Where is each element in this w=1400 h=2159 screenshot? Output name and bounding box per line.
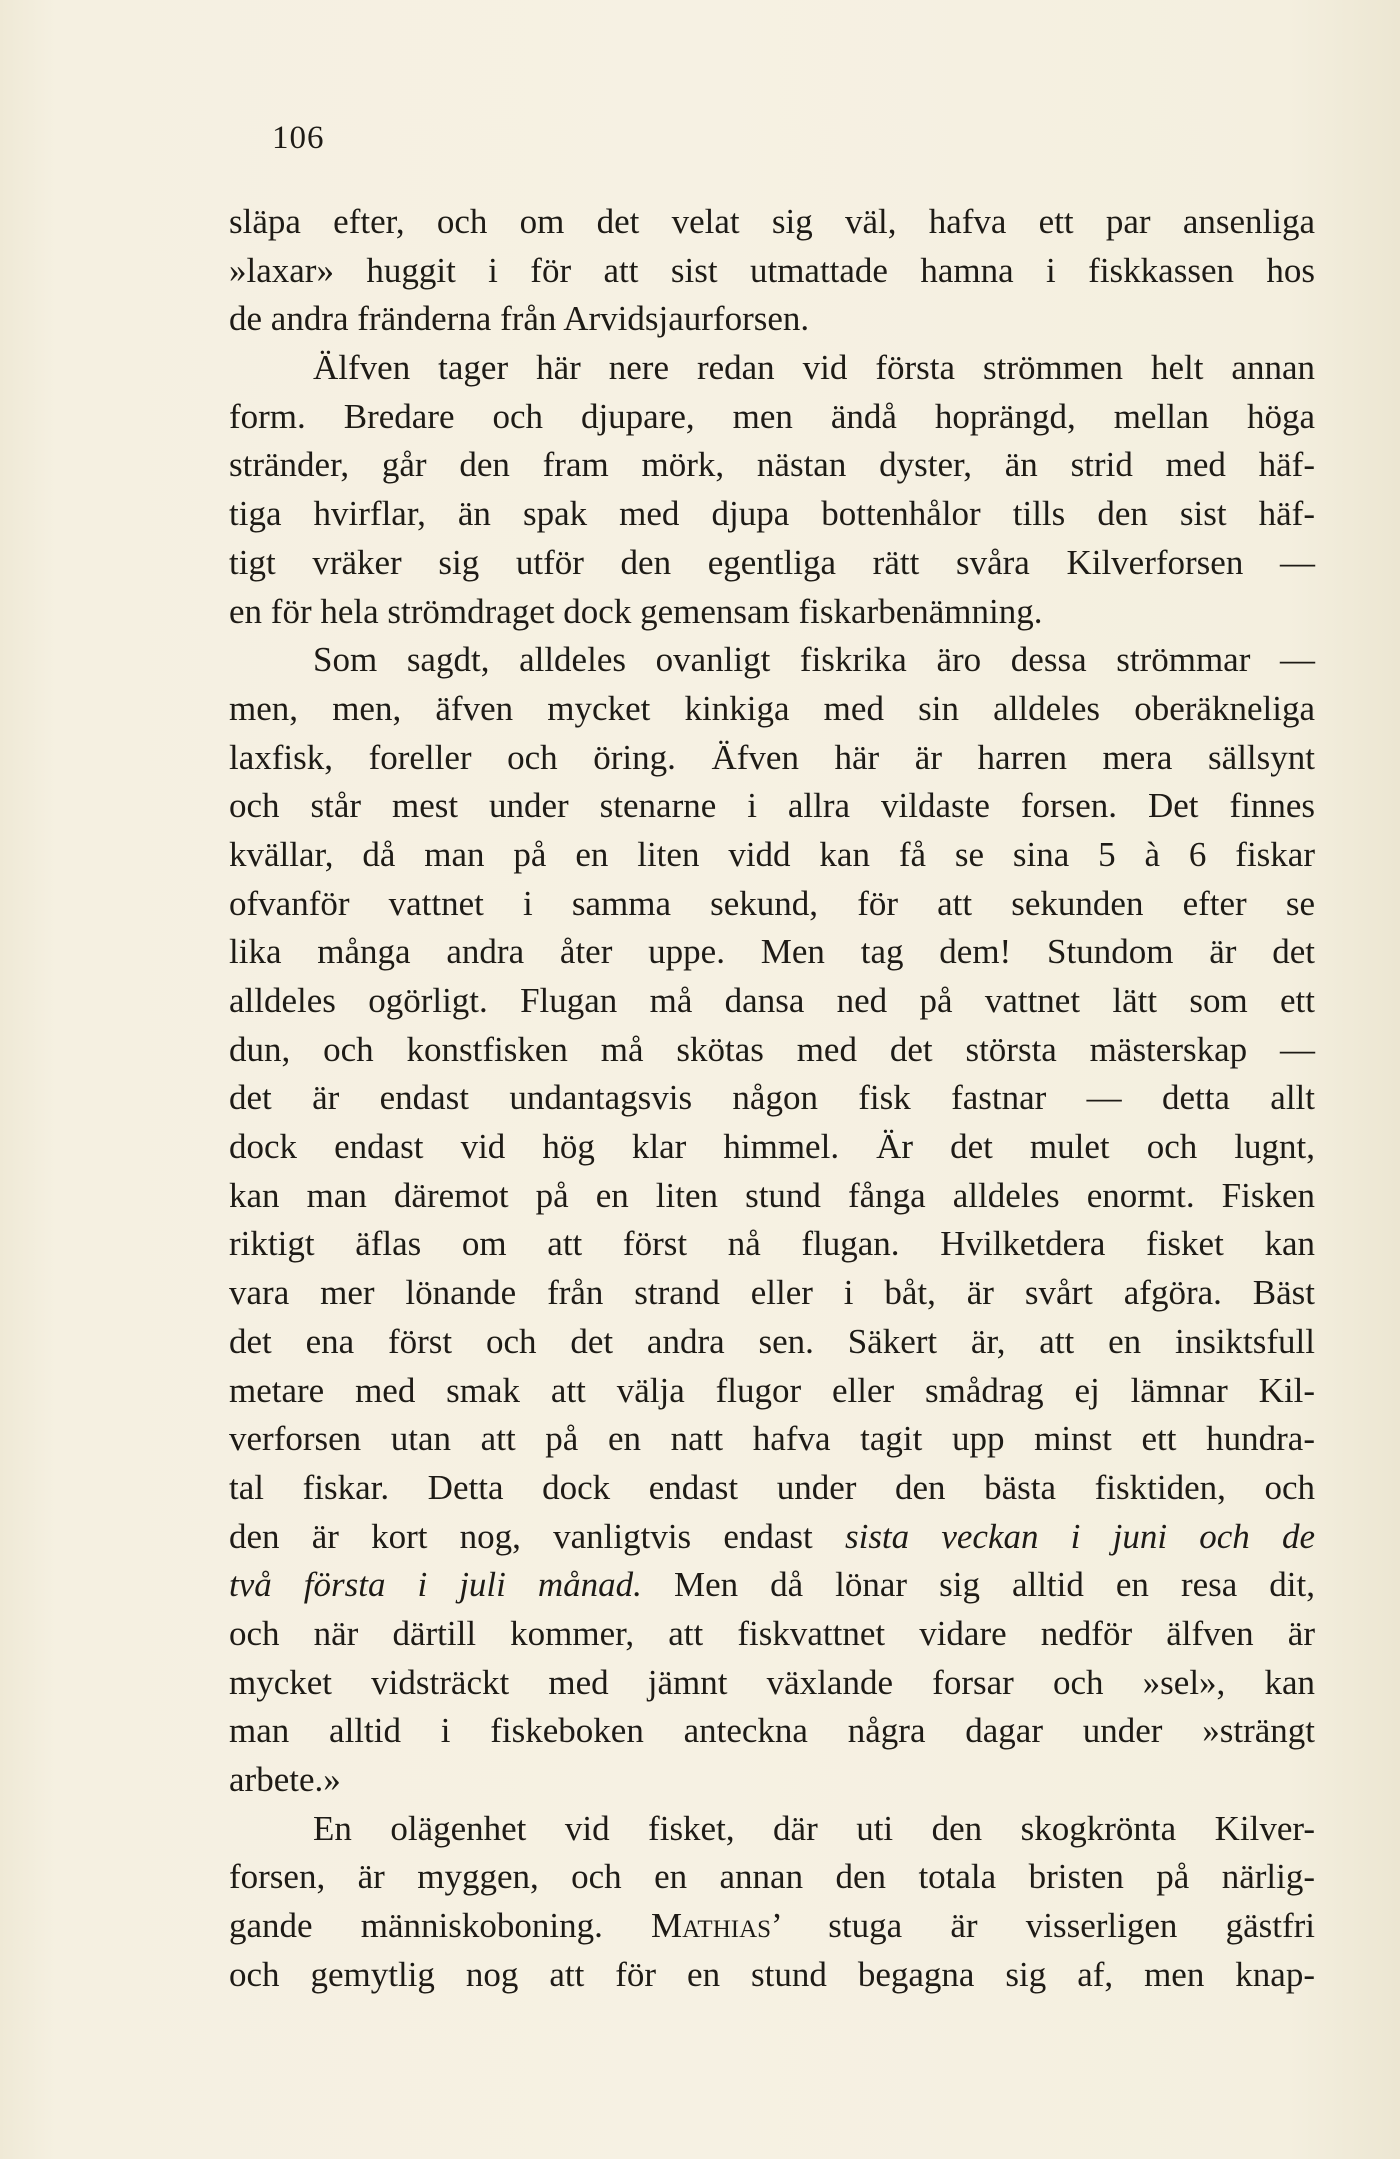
line-text: Som sagdt, alldeles ovanligt fiskrika äro dessa strömmar — [313, 640, 1315, 680]
text-line [229, 636, 1315, 685]
text-line [229, 1123, 1315, 1172]
line-text: släpa efter, och om det velat sig väl, hafva ett par ansenliga [229, 202, 1315, 241]
text-line [229, 1172, 1315, 1221]
text-line [229, 685, 1315, 734]
text-line [229, 1707, 1315, 1756]
text-line [229, 1415, 1315, 1464]
text-line [229, 1269, 1315, 1318]
text-line [229, 1513, 1315, 1562]
line-text: kvällar, då man på en liten vidd kan få se sina 5 à 6 fiskar [229, 834, 1315, 874]
text-line [229, 490, 1315, 539]
line-text: dock endast vid hög klar himmel. Är det mulet och lugnt, [229, 1127, 1315, 1167]
line-text: gande människoboning. [229, 1906, 652, 1946]
line-text: verforsen utan att på en natt hafva tagit upp minst ett hundra- [229, 1419, 1315, 1459]
line-text: forsen, är myggen, och en annan den totala bristen på närlig- [229, 1857, 1315, 1897]
line-text: En olägenhet vid fisket, där uti den skogkrönta Kilver- [313, 1808, 1315, 1848]
line-text: dun, och konstfisken må skötas med det största mästerskap — [229, 1029, 1315, 1069]
text-line [229, 880, 1315, 929]
line-text: det är endast undantagsvis någon fisk fastnar — detta allt [229, 1078, 1315, 1118]
line-text: kan man däremot på en liten stund fånga alldeles enormt. Fisken [229, 1175, 1315, 1215]
text-line [229, 1659, 1315, 1708]
text-line [229, 295, 1315, 344]
line-text: tal fiskar. Detta dock endast under den bästa fisktiden, och [229, 1467, 1315, 1507]
text-line [229, 1902, 1315, 1951]
line-text: vara mer lönande från strand eller i båt, är svårt afgöra. Bäst [229, 1273, 1315, 1313]
text-line [229, 734, 1315, 783]
text-line [229, 1951, 1315, 2000]
text-line [229, 1853, 1315, 1902]
text-line [229, 198, 1315, 247]
line-text: tigt vräker sig utför den egentliga rätt svåra Kilverforsen — [229, 542, 1315, 582]
text-line [229, 393, 1315, 442]
page-number: 106 [272, 120, 325, 156]
italic-text: två första i juli månad. [229, 1565, 642, 1605]
line-text: en för hela strömdraget dock gemensam fiskarbenämning. [229, 591, 1043, 631]
text-line [229, 1805, 1315, 1854]
text-line [229, 1074, 1315, 1123]
text-line [229, 539, 1315, 588]
line-text: det ena först och det andra sen. Säkert är, att en insiktsfull [229, 1321, 1315, 1361]
line-text: man alltid i fiskeboken anteckna några dagar under »strängt [229, 1711, 1315, 1751]
text-line [229, 1026, 1315, 1075]
line-text: den är kort nog, vanligtvis endast [229, 1516, 845, 1556]
line-text: och står mest under stenarne i allra vildaste forsen. Det finnes [229, 786, 1315, 826]
text-line [229, 782, 1315, 831]
line-text: »laxar» huggit i för att sist utmattade hamna i fiskkassen hos [229, 250, 1315, 290]
text-line [229, 588, 1315, 637]
text-line [229, 344, 1315, 393]
body-text [229, 198, 1315, 1999]
line-text: lika många andra åter uppe. Men tag dem! Stundom är det [229, 932, 1315, 972]
line-text: arbete.» [229, 1760, 341, 1799]
text-line [229, 1367, 1315, 1416]
text-line [229, 977, 1315, 1026]
text-line [229, 441, 1315, 490]
text-line [229, 1220, 1315, 1269]
text-line [229, 1610, 1315, 1659]
italic-text: sista veckan i juni och de [844, 1516, 1315, 1556]
text-line [229, 928, 1315, 977]
line-text: men, men, äfven mycket kinkiga med sin alldeles oberäkneliga [229, 688, 1315, 728]
text-line [229, 1464, 1315, 1513]
small-caps-name: Mathias [651, 1906, 772, 1946]
text-line [229, 1756, 1315, 1805]
line-text: mycket vidsträckt med jämnt växlande forsar och »sel», kan [229, 1662, 1315, 1702]
line-text: form. Bredare och djupare, men ändå hoprängd, mellan höga [229, 396, 1315, 436]
line-text: ofvanför vattnet i samma sekund, för att sekunden efter se [229, 883, 1315, 923]
line-text: Men då lönar sig alltid en resa dit, [641, 1565, 1315, 1605]
line-text: och när därtill kommer, att fiskvattnet vidare nedför älfven är [229, 1613, 1315, 1653]
line-text: Älfven tager här nere redan vid första strömmen helt annan [313, 348, 1315, 388]
text-line [229, 247, 1315, 296]
text-line [229, 1318, 1315, 1367]
line-text: ’ stuga är visserligen gästfri [771, 1906, 1315, 1946]
line-text: metare med smak att välja flugor eller smådrag ej lämnar Kil- [229, 1370, 1315, 1410]
line-text: alldeles ogörligt. Flugan må dansa ned på vattnet lätt som ett [229, 981, 1315, 1020]
line-text: laxfisk, foreller och öring. Äfven här är harren mera sällsynt [229, 737, 1315, 777]
line-text: tiga hvirflar, än spak med djupa bottenhålor tills den sist häf- [229, 494, 1315, 534]
line-text: de andra fränderna från Arvidsjaurforsen. [229, 299, 810, 339]
text-line [229, 1561, 1315, 1610]
line-text: och gemytlig nog att för en stund begagna sig af, men knap- [229, 1954, 1315, 1994]
line-text: stränder, går den fram mörk, nästan dyster, än strid med häf- [229, 445, 1315, 485]
line-text: riktigt äflas om att först nå flugan. Hvilketdera fisket kan [229, 1224, 1315, 1264]
text-line [229, 831, 1315, 880]
